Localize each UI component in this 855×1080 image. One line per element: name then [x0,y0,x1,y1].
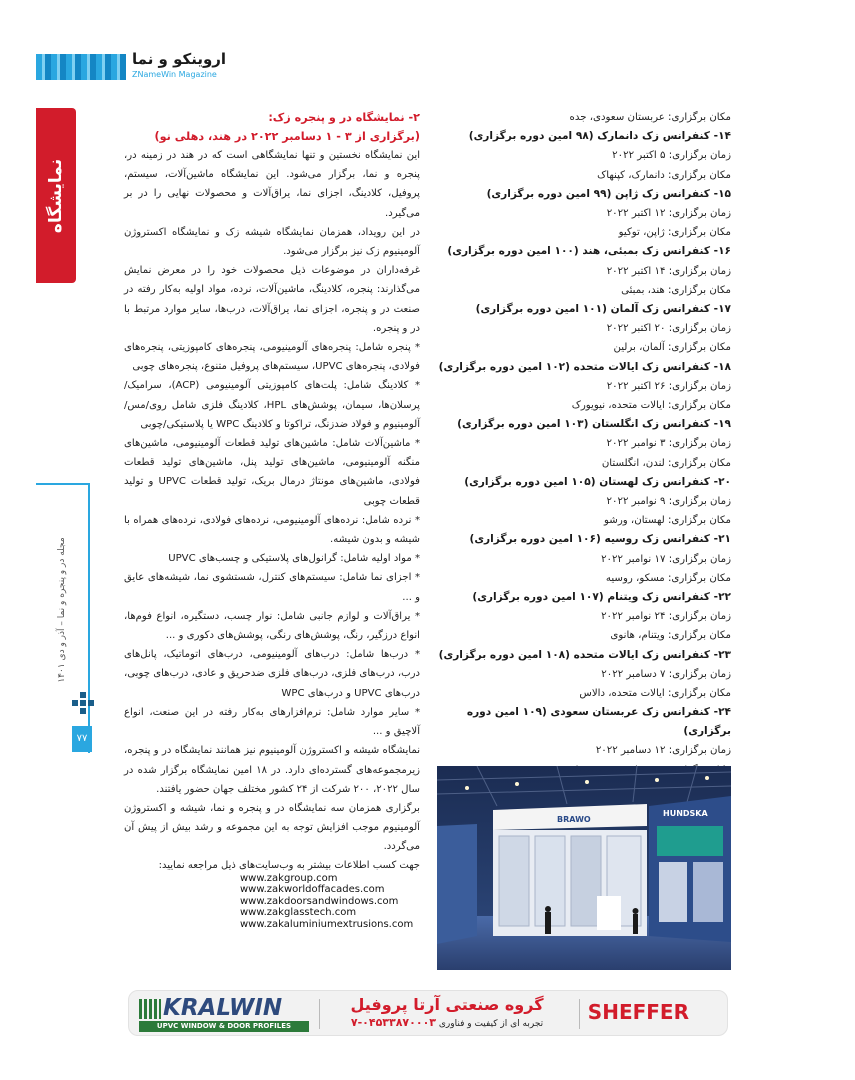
kralwin-bars-icon [139,999,161,1019]
conference-detail: زمان برگزاری: ۱۲ دسامبر ۲۰۲۲ [595,745,731,757]
kralwin-tagline: UPVC WINDOW & DOOR PROFILES [139,1021,309,1032]
article-paragraph: غرفه‌داران در موضوعات ذیل محصولات خود را در معرض نمایش می‌گذارند: پنجره، کلادینگ، ماشین‌آلات، نرده، مواد اولیه به‌کار رفته در صنعت در و پنجره، اجزای نما، یراق‌آلات، درب‌ها، سایر موارد مرتبط با در و پنجره. [124,265,420,334]
conference-title: ۲۲- کنفرانس زک ویتنام (۱۰۷ امین دوره برگزاری) [472,591,731,604]
conference-title: ۱۷- کنفرانس زک آلمان (۱۰۱ امین دوره برگزاری) [475,303,731,316]
side-divider [36,483,88,485]
conference-detail: مکان برگزاری: دانمارک، کپنهاک [597,169,731,181]
article-paragraph: برگزاری همزمان سه نمایشگاه در و پنجره و نما، شیشه و اکستروژن آلومینیوم موجب افزایش توجه به این مجموعه و رشد بیش از پیش آن می‌گردد. [124,802,420,853]
conference-title: ۲۱- کنفرانس زک روسیه (۱۰۶ امین دوره برگزاری) [469,533,731,546]
reference-link[interactable]: www.zakglasstech.com [240,907,357,919]
article-paragraph: * اجزای نما شامل: سیستم‌های کنترل، شستشوی نما، شیشه‌های عایق و ... [124,572,420,603]
magazine-mark-icon [72,692,94,714]
ad-company-block [325,994,569,1031]
ad-phone: ۰۴۵۳۳۸۷۰۰۰۳-۷ [350,1016,436,1029]
article-paragraph: نمایشگاه شیشه و اکستروژن آلومینیوم نیز همانند نمایشگاه در و پنجره، زیرمجموعه‌های گسترده‌ای دارد. در ۱۸ امین نمایشگاه برگزار شده در سال ۲۰۲۲، ۲۰۰ شرکت از ۲۴ کشور مختلف جهان حضور یافتند. [124,745,420,795]
article-paragraph: * نرده شامل: نرده‌های آلومینیومی، نرده‌های فولادی، نرده‌های همراه با شیشه و بدون شیشه. [124,514,420,546]
reference-link[interactable]: www.zakgroup.com [240,872,338,884]
section-title: ۲- نمایشگاه در و پنجره زک: [268,111,420,124]
ad-divider [319,999,320,1029]
ad-tagline: تجربه ای از کیفیت و فناوری [438,1019,544,1029]
reference-links [240,873,420,931]
conference-detail: مکان برگزاری: ژاپن، توکیو [618,227,731,239]
article-paragraph: * سایر موارد شامل: نرم‌افزارهای به‌کار رفته در این صنعت، انواع آلاچیق و ... [124,706,420,738]
conference-detail: مکان برگزاری: لهستان، ورشو [604,515,731,527]
booth-brand-2: HUNDSKA [663,809,708,818]
conference-detail: مکان برگزاری: عربستان سعودی، جده [569,112,731,123]
booth-brand-1: BRAWO [557,815,591,824]
conference-detail: مکان برگزاری: مسکو، روسیه [605,572,731,584]
conference-detail: زمان برگزاری: ۹ نوامبر ۲۰۲۲ [606,496,731,508]
conference-detail: مکان برگزاری: ایالات متحده، نیویورک [571,400,731,412]
conference-detail: زمان برگزاری: ۲۴ نوامبر ۲۰۲۲ [601,611,731,623]
right-column [437,108,731,780]
ad-divider [579,999,580,1029]
conference-title: ۱۶- کنفرانس زک بمبئی، هند (۱۰۰ امین دوره برگزاری) [447,245,731,258]
conference-title: ۱۹- کنفرانس زک انگلستان (۱۰۳ امین دوره برگزاری) [457,418,731,431]
article-body [124,146,420,857]
article-paragraph: * کلادینگ شامل: پلت‌های کامپوزیتی آلومینیومی (ACP)، سرامیک/پرسلان‌ها، سیمان، پوشش‌های HPL، کلادینگ فلزی شامل روی/مس/آلومینیوم و فولاد ضدزنگ، تراکوتا و کلادینگ WPC یا پلاستیکی/چوبی [124,380,420,430]
kralwin-name: KRALWIN [163,995,283,1021]
article-paragraph: * درب‌ها شامل: درب‌های آلومینیومی، درب‌های اتوماتیک، پانل‌های درب، درب‌های فلزی، درب‌های فلزی ضدحریق و عادی، درب‌های چوبی، درب‌های UPVC و درب‌های WPC [124,649,420,699]
conference-title: ۱۴- کنفرانس زک دانمارک (۹۸ امین دوره برگزاری) [468,130,731,143]
conference-detail: زمان برگزاری: ۲۶ اکتبر ۲۰۲۲ [606,380,731,392]
conference-detail: زمان برگزاری: ۵ اکتبر ۲۰۲۲ [612,150,731,162]
logo-title: اروینکو و نما [132,50,227,68]
sheffer-logo: SHEFFER [587,1000,689,1024]
reference-intro: جهت کسب اطلاعات بیشتر به وب‌سایت‌های ذیل مراجعه نمایید: [158,859,420,871]
article-paragraph: این نمایشگاه نخستین و تنها نمایشگاهی است که در هند در زمینه در، پنجره و نما، برگزار می‌شود. این نمایشگاه ماشین‌آلات، سیستم، پروفیل، کلادینگ، اجزای نما، یراق‌آلات و محصولات نهایی را در بر می‌گیرد. [124,150,420,219]
conference-title: ۲۴- کنفرانس زک عربستان سعودی (۱۰۹ امین دوره برگزاری) [466,706,731,738]
article-paragraph: * ماشین‌آلات شامل: ماشین‌های تولید قطعات آلومینیومی، ماشین‌های منگنه آلومینیومی، ماشین‌های تولید پنل، ماشین‌های تولید قطعات فولادی، ماشین‌های مونتاژ درمال بریک، تولید قطعات UPVC و تولید قطعات چوبی [124,438,420,507]
article-paragraph: * یراق‌آلات و لوازم جانبی شامل: نوار چسب، دستگیره، انواع فوم‌ها، انواع درزگیر، رنگ، پوشش‌های رنگی، پوشش‌های دکوری و ... [124,610,420,642]
conference-detail: زمان برگزاری: ۲۰ اکتبر ۲۰۲۲ [606,323,731,335]
kralwin-logo [139,997,309,1031]
conference-detail: مکان برگزاری: ویتنام، هانوی [610,630,731,642]
conference-detail: زمان برگزاری: ۱۲ اکتبر ۲۰۲۲ [606,208,731,220]
conference-detail: زمان برگزاری: ۷ دسامبر ۲۰۲۲ [601,668,731,680]
exhibition-booth-photo [437,766,731,970]
advertisement-banner[interactable] [128,990,728,1036]
article-paragraph: * مواد اولیه شامل: گرانول‌های پلاستیکی و چسب‌های UPVC [168,553,420,565]
section-tab [36,108,76,283]
conference-detail: زمان برگزاری: ۱۷ نوامبر ۲۰۲۲ [601,553,731,565]
conference-detail: زمان برگزاری: ۳ نوامبر ۲۰۲۲ [606,438,731,450]
page-number: ۷۷ [72,726,92,752]
ad-tagline-row [325,1016,569,1031]
magazine-issue-label: مجله در و پنجره و نما – آذر و دی ۱۴۰۱ [57,537,67,683]
logo-subtitle: ZNameWin Magazine [132,70,217,79]
conference-detail: زمان برگزاری: ۱۴ اکتبر ۲۰۲۲ [606,265,731,277]
conference-title: ۲۰- کنفرانس زک لهستان (۱۰۵ امین دوره برگزاری) [464,475,731,488]
logo-mark-icon [36,54,126,80]
article-paragraph: * پنجره شامل: پنجره‌های آلومینیومی، پنجره‌های کامپوزیتی، پنجره‌های فولادی، پنجره‌های UPVC، سیستم‌های پروفیل متنوع، پنجره‌های چوبی [124,342,420,373]
left-column [124,108,420,930]
conference-detail: مکان برگزاری: هند، بمبئی [621,284,731,296]
ad-company-name: گروه صنعتی آرتا پروفیل [350,995,544,1014]
conference-title: ۱۵- کنفرانس زک ژاپن (۹۹ امین دوره برگزاری) [486,187,731,200]
conference-detail: مکان برگزاری: لندن، انگلستان [601,457,731,469]
reference-link[interactable]: www.zakaluminiumextrusions.com [240,918,414,930]
article-paragraph: در این رویداد، همزمان نمایشگاه شیشه زک و نمایشگاه اکستروژن آلومینیوم زک نیز برگزار می‌شود. [124,226,420,258]
section-tab-label: نمایشگاه [46,158,66,233]
section-subtitle: (برگزاری از ۳ - ۱ دسامبر ۲۰۲۲ در هند، دهلی نو) [154,130,420,143]
conference-detail: مکان برگزاری: آلمان، برلین [613,342,731,354]
magazine-logo [36,52,226,82]
reference-link[interactable]: www.zakworldoffacades.com [240,884,385,896]
reference-link[interactable]: www.zakdoorsandwindows.com [240,895,399,907]
conference-detail: مکان برگزاری: ایالات متحده، دالاس [579,688,731,700]
conference-title: ۲۳- کنفرانس زک ایالات متحده (۱۰۸ امین دوره برگزاری) [438,648,731,661]
conference-title: ۱۸- کنفرانس زک ایالات متحده (۱۰۲ امین دوره برگزاری) [438,360,731,373]
